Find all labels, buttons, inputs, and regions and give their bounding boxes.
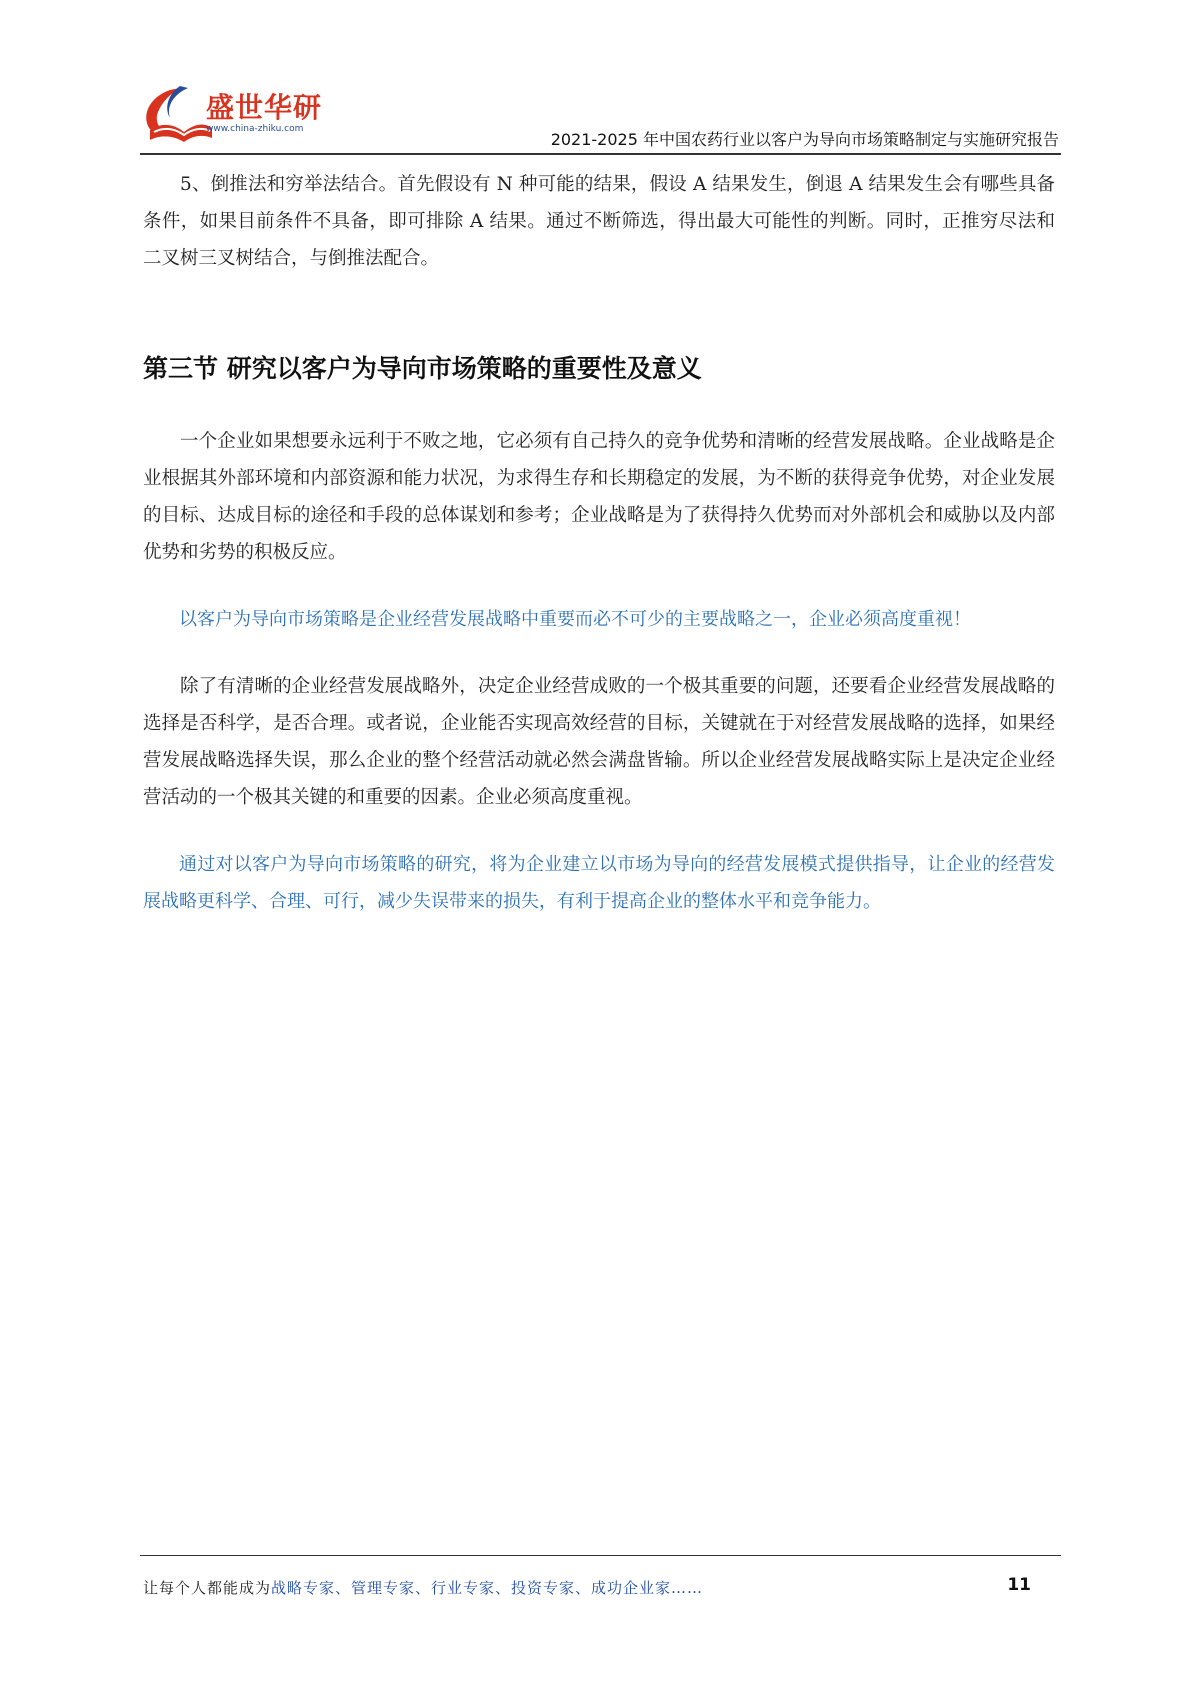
- footer-emphasis: 战略专家、管理专家、行业专家、投资专家、成功企业家……: [271, 1579, 704, 1597]
- header-divider: [140, 153, 1061, 155]
- page-number: 11: [1007, 1575, 1031, 1595]
- page-content: [143, 166, 1055, 920]
- footer-prefix: 让每个人都能成为: [143, 1579, 272, 1597]
- paragraph-strategy: 一个企业如果想要永远利于不败之地，它必须有自己持久的竞争优势和清晰的经营发展战略。企业战略是企业根据其外部环境和内部资源和能力状况，为求得生存和长期稳定的发展，为不断的获得竞争优势，对企业发展的目标、达成目标的途径和手段的总体谋划和参考；企业战略是为了获得持久优势而对外部机会和威胁以及内部优势和劣势的积极反应。: [143, 431, 1055, 563]
- intro-paragraph: 5、倒推法和穷举法结合。首先假设有 N 种可能的结果，假设 A 结果发生，倒退 A 结果发生会有哪些具备条件，如果目前条件不具备，即可排除 A 结果。通过不断筛选，得出最大可能性的判断。同时，正推穷尽法和二叉树三叉树结合，与倒推法配合。: [143, 174, 1055, 269]
- brand-url: www.china-zhiku.com: [206, 124, 304, 134]
- section-title: 第三节 研究以客户为导向市场策略的重要性及意义: [143, 354, 702, 383]
- paragraph-choice: 除了有清晰的企业经营发展战略外，决定企业经营成败的一个极其重要的问题，还要看企业经营发展战略的选择是否科学，是否合理。或者说，企业能否实现高效经营的目标，关键就在于对经营发展战略的选择，如果经营发展战略选择失误，那么企业的整个经营活动就必然会满盘皆输。所以企业经营发展战略实际上是决定企业经营活动的一个极其关键的和重要的因素。企业必须高度重视。: [143, 676, 1055, 808]
- page-header: [0, 0, 1191, 160]
- report-title: 2021-2025 年中国农药行业以客户为导向市场策略制定与实施研究报告: [550, 130, 1059, 149]
- highlight-paragraph-1: 以客户为导向市场策略是企业经营发展战略中重要而必不可少的主要战略之一，企业必须高度重视！: [179, 609, 971, 630]
- footer-slogan: [143, 1577, 703, 1598]
- brand-name: 盛世华研: [206, 91, 323, 124]
- highlight-paragraph-2: 通过对以客户为导向市场策略的研究，将为企业建立以市场为导向的经营发展模式提供指导，让企业的经营发展战略更科学、合理、可行，减少失误带来的损失，有利于提高企业的整体水平和竞争能力。: [143, 854, 1055, 912]
- footer-divider: [140, 1555, 1061, 1556]
